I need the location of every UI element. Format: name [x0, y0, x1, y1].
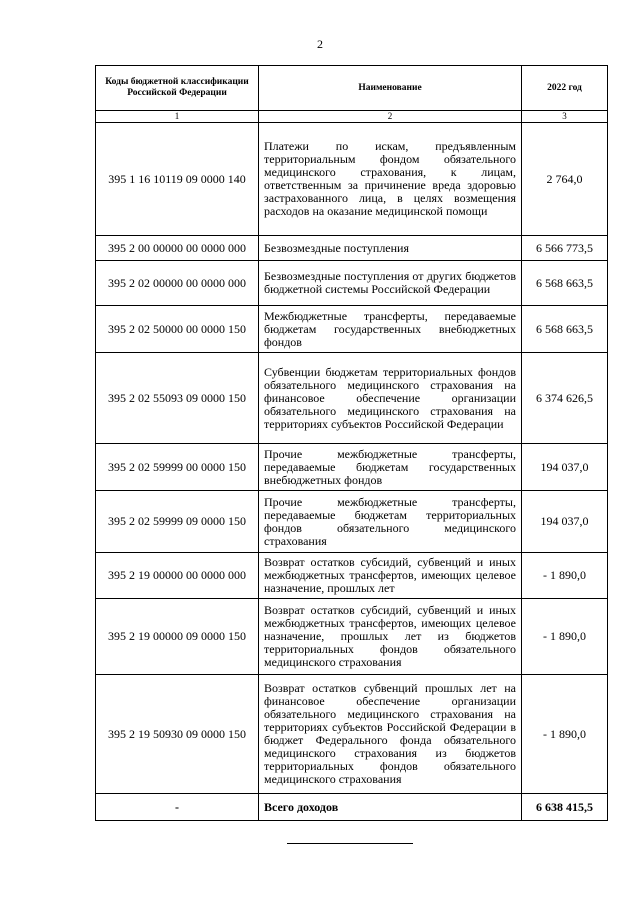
- table-row: [96, 123, 608, 236]
- row-amount: 6 568 663,5: [522, 261, 608, 306]
- row-amount: 6 566 773,5: [522, 236, 608, 261]
- row-code: 395 1 16 10119 09 0000 140: [96, 123, 259, 236]
- header-name: Наименование: [259, 66, 522, 111]
- table-row: [96, 261, 608, 306]
- table-row: [96, 444, 608, 491]
- row-code: 395 2 19 00000 00 0000 000: [96, 553, 259, 599]
- row-code: 395 2 00 00000 00 0000 000: [96, 236, 259, 261]
- page-number: 2: [317, 37, 323, 51]
- row-code: 395 2 19 00000 09 0000 150: [96, 599, 259, 675]
- row-amount: 194 037,0: [522, 491, 608, 553]
- header-year: 2022 год: [522, 66, 608, 111]
- end-divider: [287, 843, 413, 844]
- table-header-row: [96, 66, 608, 111]
- row-amount: - 1 890,0: [522, 553, 608, 599]
- row-amount: - 1 890,0: [522, 599, 608, 675]
- row-name: Межбюджетные трансферты, передаваемые бюджетам государственных внебюджетных фондов: [259, 306, 522, 353]
- row-name: Безвозмездные поступления: [259, 236, 522, 261]
- row-name: Субвенции бюджетам территориальных фондов обязательного медицинского страхования на финансовое обеспечение организации обязательного медицинского страхования на территориях субъектов Российской Федерации: [259, 353, 522, 444]
- row-name: Прочие межбюджетные трансферты, передаваемые бюджетам государственных внебюджетных фондов: [259, 444, 522, 491]
- total-row: [96, 794, 608, 821]
- table-row: [96, 675, 608, 794]
- row-code: 395 2 02 00000 00 0000 000: [96, 261, 259, 306]
- row-code: 395 2 02 55093 09 0000 150: [96, 353, 259, 444]
- column-number: 2: [259, 111, 522, 123]
- row-name: Возврат остатков субсидий, субвенций и иных межбюджетных трансфертов, имеющих целевое назначение, прошлых лет: [259, 553, 522, 599]
- column-number: 1: [96, 111, 259, 123]
- row-code: 395 2 19 50930 09 0000 150: [96, 675, 259, 794]
- table-row: [96, 236, 608, 261]
- column-number-row: [96, 111, 608, 123]
- row-name: Платежи по искам, предъявленным территориальным фондом обязательного медицинского страхования, к лицам, ответственным за причинение вреда здоровью застрахованного лица, в целях возмещения расходов на оказание медицинской помощи: [259, 123, 522, 236]
- row-code: 395 2 02 50000 00 0000 150: [96, 306, 259, 353]
- row-amount: 194 037,0: [522, 444, 608, 491]
- revenue-table: [95, 65, 608, 821]
- table-row: [96, 553, 608, 599]
- table-row: [96, 306, 608, 353]
- row-code: 395 2 02 59999 00 0000 150: [96, 444, 259, 491]
- row-code: 395 2 02 59999 09 0000 150: [96, 491, 259, 553]
- total-name: Всего доходов: [259, 794, 522, 821]
- header-code: Коды бюджетной классификации Российской Федерации: [96, 66, 259, 111]
- table-row: [96, 353, 608, 444]
- total-amount: 6 638 415,5: [522, 794, 608, 821]
- table-row: [96, 599, 608, 675]
- row-name: Возврат остатков субсидий, субвенций и иных межбюджетных трансфертов, имеющих целевое назначение, прошлых лет из бюджетов территориальных фондов обязательного медицинского страхования: [259, 599, 522, 675]
- row-amount: - 1 890,0: [522, 675, 608, 794]
- total-code: -: [96, 794, 259, 821]
- table-row: [96, 491, 608, 553]
- row-name: Безвозмездные поступления от других бюджетов бюджетной системы Российской Федерации: [259, 261, 522, 306]
- row-amount: 2 764,0: [522, 123, 608, 236]
- column-number: 3: [522, 111, 608, 123]
- row-name: Возврат остатков субвенций прошлых лет на финансовое обеспечение организации обязательного медицинского страхования на территориях субъектов Российской Федерации в бюджет Федерального фонда обязательного медицинского страхования из бюджетов территориальных фондов обязательного медицинского страхования: [259, 675, 522, 794]
- row-amount: 6 374 626,5: [522, 353, 608, 444]
- row-amount: 6 568 663,5: [522, 306, 608, 353]
- row-name: Прочие межбюджетные трансферты, передаваемые бюджетам территориальных фондов обязательного медицинского страхования: [259, 491, 522, 553]
